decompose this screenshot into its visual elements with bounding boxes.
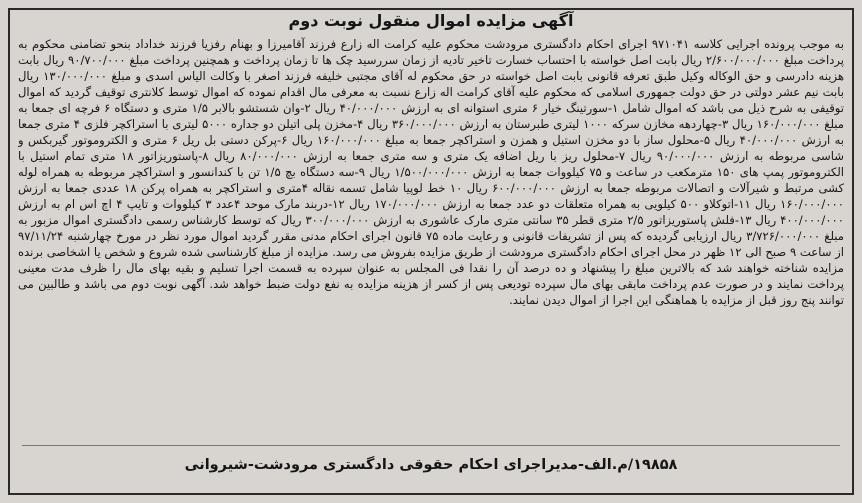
notice-body xyxy=(18,36,844,441)
notice-signature: ۱۹۸۵۸/م.الف-مدیراجرای احکام حقوقی دادگستری مرودشت-شیروانی xyxy=(184,457,678,473)
notice-body-paragraph: به موجب پرونده اجرایی کلاسه ۹۷۱۰۴۱ اجرای احکام دادگستری مرودشت محکوم علیه کرامت اله زارع فرزند آقامیرزا و بهنام رفزیا فرزند خداداد بنحو تضامنی محکوم به پرداخت مبلغ ۲/۶۰۰/۰۰۰/۰۰۰ ریال بابت اصل خواسته با احتساب خسارت تاخیر تادیه از زمان سررسید چک ها تا زمان پرداخت و همچنین پرداخت مبلغ ۹۰/۷۰۰/۰۰۰ ریال بابت هزینه دادرسی و حق الوکاله وکیل طبق تعرفه قانونی بابت اصل خواسته در حق محکوم له آقای مجتبی خلیفه فرزند اصغر با وکالت الیاس اسدی و مبلغ ۱۳۰/۰۰۰/۰۰۰ ریال بابت نیم عشر دولتی در حق دولت جمهوری اسلامی که محکوم علیه آقای کرامت اله زارع نسبت به معرفی مال اقدام نموده که اموال توسط کلانتری توقیف گردید که اموال توقیفی به شرح ذیل می باشد که اموال شامل ۱-سورتینگ خیار ۶ متری استوانه ای به ارزش ۴۰/۰۰۰/۰۰۰ ریال ۲-وان شستشو بالابر ۱/۵ متری و دستگاه ۶ فرچه ای جمعا به مبلغ ۱۶۰/۰۰۰/۰۰۰ ریال ۳-چهاردهه مخازن سرکه ۱۰۰۰ لیتری طبرستان به ارزش ۳۶۰/۰۰۰/۰۰۰ ریال ۴-مخزن پلی اتیلن دو جداره ۵۰۰۰ لیتری با استراکچر فلزی ۴ متری جمعا به ارزش ۴۰/۰۰۰/۰۰۰ ریال ۵-محلول ساز با دو مخزن استیل و همزن و استراکچر جمعا به مبلغ ۱۶۰/۰۰۰/۰۰۰ ریال ۶-پرکن دستی بل ریل ۶ متری و الکتروموتور گیربکس و شاسی مربوطه به ارزش ۹۰/۰۰۰/۰۰۰ ریال ۷-محلول ریز با ریل اضافه یک متری و سه متری جمعا به ارزش ۸۰/۰۰۰/۰۰۰ ریال ۸-پاستوریزاتور ۱۸ متری تمام استیل با الکتروموتور پمپ های ۱۵۰ مترمکعب در ساعت و ۷۵ کیلووات جمعا به ارزش ۱/۵۰۰/۰۰۰/۰۰۰ ریال ۹-سه دستگاه بچ ۱/۵ تن با کندانسور و استراکچر مربوطه به همراه لوله کشی مرتبط و شیرآلات و اتصالات مربوطه جمعا به ارزش ۶۰۰/۰۰۰/۰۰۰ ریال ۱۰ خط لوپیا شامل تسمه نقاله ۴متری و استراکچر به همراه پرکن ۱۸ عددی جمعا به ارزش ۱۶۰/۰۰۰/۰۰۰ ریال ۱۱-اتوکلاو ۵۰۰ کیلویی به همراه متعلقات دو عدد جمعا به ارزش ۱۷۰/۰۰۰/۰۰۰ ریال ۱۲-دربند مارک موحد ۴عدد ۳ کیلووات و تایپ ۴ اچ اس ام به ارزش ۴۰۰/۰۰۰/۰۰۰ ریال ۱۳-فلش پاستوریزاتور ۲/۵ متری قطر ۳۵ سانتی متری مارک عاشوری به ارزش ۳۰۰/۰۰۰/۰۰۰ ریال که توسط کارشناس رسمی دادگستری اموال مزبور به مبلغ ۳/۷۲۶/۰۰۰/۰۰۰ ریال ارزیابی گردیده که پس از تشریفات قانونی و رعایت ماده ۷۵ قانون اجرای احکام مدنی مقرر گردید اموال مورد نظر در مورخ چهارشنبه ۹۷/۱۱/۲۴ از ساعت ۹ صبح الی ۱۲ ظهر در محل اجرای احکام دادگستری مرودشت از طریق مزایده بفروش می رسد. مزایده از مبلغ کارشناسی شده شروع و شخص یا اشخاصی برنده مزایده شناخته خواهند شد که بالاترین مبلغ را پیشنهاد و ده درصد آن را نقدا فی المجلس به عنوان سپرده به قسمت اجرا تسلیم و بقیه بهای مال را ظرف مدت معینی پرداخت نمایند و در صورت عدم پرداخت مابقی بهای مال سپرده تودیعی پس از کسر از هزینه مزایده به نفع دولت ضبط خواهد شد. آگهی نوبت دوم می باشد و طالبین می توانند پنج روز قبل از مزایده با هماهنگی این اجرا از اموال دیدن نمایند. xyxy=(18,37,844,307)
notice-title: آگهی مزایده اموال منقول نوبت دوم xyxy=(288,11,574,30)
footer-divider xyxy=(22,445,840,446)
